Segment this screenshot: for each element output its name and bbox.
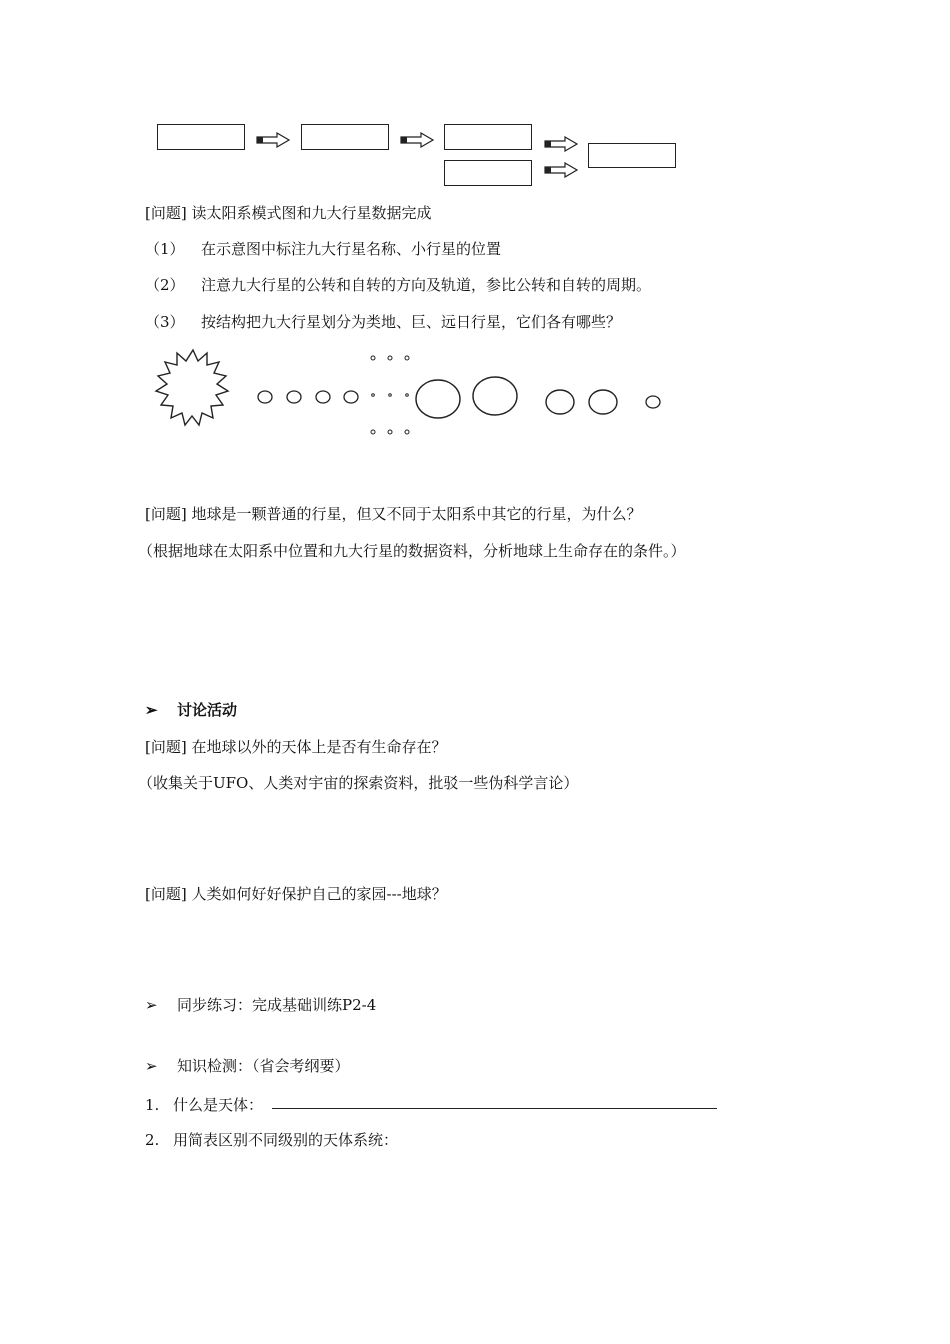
question-tag: [问题] <box>145 738 187 756</box>
flow-box-4 <box>588 143 676 168</box>
planet-mars <box>344 391 358 403</box>
flow-box-3b <box>444 160 532 186</box>
hollow-arrow-icon <box>400 132 434 148</box>
q1-item-1 <box>145 238 501 259</box>
answer-blank-line[interactable] <box>272 1108 717 1109</box>
question-text: 人类如何好好保护自己的家园---地球？ <box>191 885 447 903</box>
hollow-arrow-icon <box>544 136 578 152</box>
planet-neptune <box>589 390 617 414</box>
question-2-hint: （根据地球在太阳系中位置和九大行星的数据资料，分析地球上生命存在的条件。） <box>138 542 686 560</box>
item-text: 用简表区别不同级别的天体系统： <box>173 1131 399 1149</box>
question-1 <box>145 202 432 223</box>
question-3 <box>145 736 447 757</box>
bullet-arrow-icon: ➢ <box>145 996 158 1014</box>
check-item-2 <box>145 1129 398 1150</box>
planet-earth <box>316 391 330 403</box>
section-title: 讨论活动 <box>177 701 238 719</box>
planet-venus <box>287 391 301 403</box>
flow-box-3a <box>444 124 532 150</box>
check-item-1 <box>145 1094 263 1115</box>
question-tag: [问题] <box>145 204 187 222</box>
question-2 <box>145 503 642 524</box>
solar-system-diagram <box>150 345 680 445</box>
item-text: 什么是天体： <box>173 1096 264 1114</box>
item-number: （2） <box>145 276 185 294</box>
asteroid-belt <box>371 356 409 434</box>
planet-jupiter <box>416 380 460 418</box>
q1-item-2 <box>145 274 651 295</box>
sun-icon <box>156 350 228 425</box>
practice-text: 同步练习：完成基础训练P2-4 <box>177 996 377 1014</box>
hollow-arrow-icon <box>544 162 578 178</box>
question-text: 地球是一颗普通的行星，但又不同于太阳系中其它的行星，为什么？ <box>191 505 642 523</box>
item-text: 按结构把九大行星划分为类地、巨、远日行星，它们各有哪些？ <box>201 313 622 331</box>
planet-mercury <box>258 391 272 403</box>
item-number: 1. <box>145 1096 160 1114</box>
question-tag: [问题] <box>145 505 187 523</box>
flow-box-2 <box>301 124 389 150</box>
planet-pluto <box>646 396 660 408</box>
planet-saturn <box>473 377 517 415</box>
question-text: 读太阳系模式图和九大行星数据完成 <box>191 204 432 222</box>
bullet-arrow-icon: ➢ <box>145 701 158 719</box>
question-3-hint: （收集关于UFO、人类对宇宙的探索资料，批驳一些伪科学言论） <box>138 774 579 792</box>
check-heading <box>145 1055 350 1076</box>
hollow-arrow-icon <box>256 132 290 148</box>
flow-box-1 <box>157 124 245 150</box>
question-4 <box>145 883 447 904</box>
item-text: 注意九大行星的公转和自转的方向及轨道，参比公转和自转的周期。 <box>201 276 652 294</box>
practice-line <box>145 994 376 1015</box>
item-number: （3） <box>145 313 185 331</box>
discussion-heading <box>145 699 237 720</box>
bullet-arrow-icon: ➢ <box>145 1057 158 1075</box>
question-text: 在地球以外的天体上是否有生命存在？ <box>191 738 447 756</box>
planet-uranus <box>546 390 574 414</box>
question-tag: [问题] <box>145 885 187 903</box>
q1-item-3 <box>145 311 621 332</box>
item-text: 在示意图中标注九大行星名称、小行星的位置 <box>201 240 502 258</box>
item-number: 2. <box>145 1131 160 1149</box>
section-title: 知识检测：（省会考纲要） <box>177 1057 350 1075</box>
item-number: （1） <box>145 240 185 258</box>
